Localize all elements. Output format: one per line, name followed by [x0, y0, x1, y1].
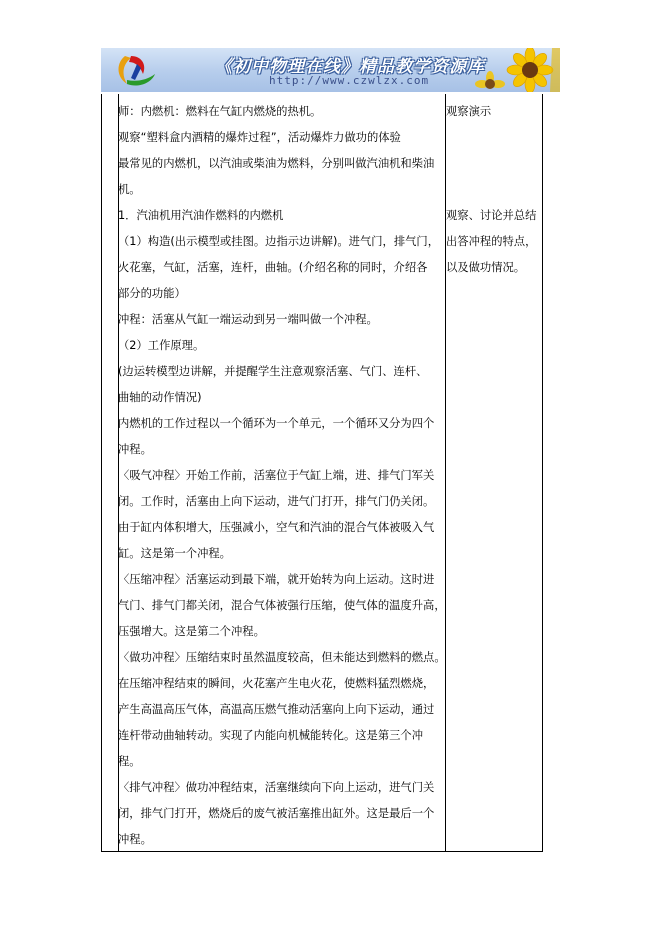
content-line: 闭，排气门打开，燃烧后的废气被活塞推出缸外。这是最后一个 — [118, 807, 435, 820]
content-line: 冲程：活塞从气缸一端运动到另一端叫做一个冲程。 — [118, 313, 378, 326]
content-line: 机。 — [118, 183, 141, 196]
content-line: 最常见的内燃机，以汽油或柴油为燃料，分别叫做汽油机和柴油 — [118, 157, 435, 170]
content-line: 师：内燃机：燃料在气缸内燃烧的热机。 — [118, 105, 322, 118]
content-line: 内燃机的工作过程以一个循环为一个单元，一个循环又分为四个 — [118, 417, 435, 430]
content-line: 部分的功能） — [118, 287, 186, 300]
content-line: 〈吸气冲程〉开始工作前，活塞位于气缸上端，进、排气门军关 — [118, 469, 435, 482]
side-note-summary — [446, 203, 544, 281]
content-line: 程。 — [118, 755, 141, 768]
content-line: 观察“塑料盒内酒精的爆炸过程”，活动爆炸力做功的体验 — [118, 131, 401, 144]
content-line: 1．汽油机用汽油作燃料的内燃机 — [118, 209, 284, 222]
content-line: 缸。这是第一个冲程。 — [118, 547, 231, 560]
content-line: （1）构造(出示模型或挂图。边指示边讲解)。进气门，排气门， — [118, 235, 440, 248]
content-line: 火花塞，气缸，活塞，连杆，曲轴。(介绍名称的同时，介绍各 — [118, 261, 428, 274]
banner-url[interactable]: http://www.czwlzx.com — [269, 74, 430, 87]
content-line: 冲程。 — [118, 443, 152, 456]
content-line: 压强增大。这是第二个冲程。 — [118, 625, 265, 638]
logo-icon — [107, 50, 177, 90]
content-line: 由于缸内体积增大，压强减小，空气和汽油的混合气体被吸入气 — [118, 521, 435, 534]
side-note-line: 出答冲程的特点， — [446, 235, 537, 248]
banner-title: 《初中物理在线》精品教学资源库 — [215, 57, 485, 77]
side-note-line: 观察演示 — [446, 105, 492, 118]
content-line: 〈做功冲程〉压缩结束时虽然温度较高，但未能达到燃料的燃点。 — [118, 651, 446, 664]
content-line: (边运转模型边讲解，并提醒学生注意观察活塞、气门、连杆、 — [118, 365, 428, 378]
header-banner — [101, 48, 560, 92]
content-line: （2）工作原理。 — [118, 339, 205, 352]
content-line: 连杆带动曲轴转动。实现了内能向机械能转化。这是第三个冲 — [118, 729, 424, 742]
content-line: 在压缩冲程结束的瞬间，火花塞产生电火花，使燃料猛烈燃烧， — [118, 677, 435, 690]
content-line: 〈排气冲程〉做功冲程结束，活塞继续向下向上运动，进气门关 — [118, 781, 435, 794]
content-line: 气门、排气门都关闭，混合气体被强行压缩，使气体的温度升高， — [118, 599, 446, 612]
side-note-line: 观察、讨论并总结 — [446, 209, 537, 222]
side-note-line: 以及做功情况。 — [446, 261, 526, 274]
content-line: 曲轴的动作情况) — [118, 391, 202, 404]
table-border-left — [101, 94, 102, 852]
sunflower-icon — [460, 48, 560, 92]
content-line: 产生高温高压气体，高温高压燃气推动活塞向上向下运动，通过 — [118, 703, 435, 716]
lesson-content — [118, 99, 446, 853]
side-note-demo — [446, 99, 544, 125]
content-line: 闭。工作时，活塞由上向下运动，进气门打开，排气门仍关闭。 — [118, 495, 435, 508]
content-line: 〈压缩冲程〉活塞运动到最下端，就开始转为向上运动。这时进 — [118, 573, 435, 586]
content-line: 冲程。 — [118, 833, 152, 846]
